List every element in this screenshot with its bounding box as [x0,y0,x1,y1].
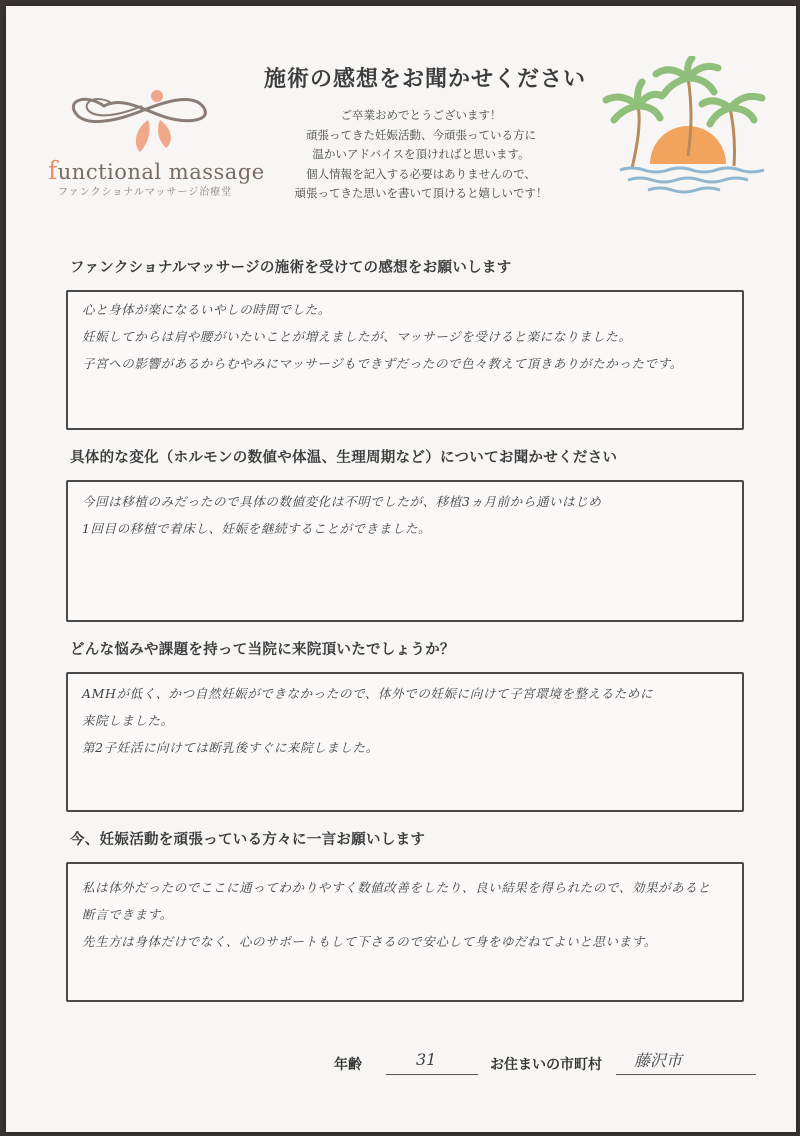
question-2: 具体的な変化（ホルモンの数値や体温、生理周期など）についてお聞かせください [70,450,618,466]
survey-sheet [6,6,796,1132]
answer-line: 私は体外だったのでここに通ってわかりやすく数値改善をしたり、良い結果を得られたので、効果があると [82,880,711,895]
answer-line: 今回は移植のみだったので具体の数値変化は不明でしたが、移植3ヵ月前から通いはじめ [82,494,602,509]
answer-line: 1回目の移植で着床し、妊娠を継続することができました。 [82,521,432,536]
city-label: お住まいの市町村 [490,1057,602,1073]
answer-2 [82,488,734,542]
question-3: どんな悩みや課題を持って当院に来院頂いたでしょうか？ [70,642,455,658]
logo-subtitle: ファンクショナルマッサージ治療堂 [58,187,233,198]
logo-wordmark: functional massage [48,156,265,185]
logo-wordmark-rest: unctional massage [57,160,265,184]
intro-line: 頑張ってきた妊娠活動、今頑張っている方に [306,127,536,142]
page-title: 施術の感想をお聞かせください [264,67,587,92]
answer-box-1 [66,290,744,430]
city-underline [616,1074,756,1075]
answer-box-2 [66,480,744,622]
intro-line: ご卒業おめでとうございます！ [340,108,502,122]
answer-line: 妊娠してからは肩や腰がいたいことが増えましたが、マッサージを受けると楽になりました。 [82,329,632,344]
intro-text [286,106,556,204]
question-4: 今、妊娠活動を頑張っている方々に一言お願いします [70,832,426,848]
answer-line: 心と身体が楽になるいやしの時間でした。 [82,302,331,317]
answer-1 [82,296,734,377]
answer-box-4 [66,862,744,1002]
question-1: ファンクショナルマッサージの施術を受けての感想をお願いします [70,260,512,276]
answer-line: AMHが低く、かつ自然妊娠ができなかったので、体外での妊娠に向けて子宮環境を整えるために [82,686,654,701]
answer-line: 断言できます。 [82,907,173,922]
intro-line: 個人情報を記入する必要はありませんので、 [306,166,536,181]
answer-line: 来院しました。 [82,713,174,728]
answer-4 [82,874,734,955]
answer-line: 子宮への影響があるからむやみにマッサージもできずだったので色々教えて頂きありがたかったです。 [82,356,683,371]
age-underline [386,1074,478,1075]
answer-box-3 [66,672,744,812]
palm-tree-sunset-illustration [602,56,772,206]
intro-line: 温かいアドバイスを頂ければと思います。 [312,147,530,161]
age-label: 年齢 [334,1057,362,1073]
city-value: 藤沢市 [634,1051,683,1070]
answer-3 [82,680,734,761]
intro-line: 頑張ってきた思いを書いて頂けると嬉しいです！ [294,186,548,200]
answer-line: 先生方は身体だけでなく、心のサポートもして下さるので安心して身をゆだねてよいと思います。 [82,934,657,949]
answer-line: 第2子妊活に向けては断乳後すぐに来院しました。 [82,740,379,755]
age-value: 31 [416,1050,437,1069]
